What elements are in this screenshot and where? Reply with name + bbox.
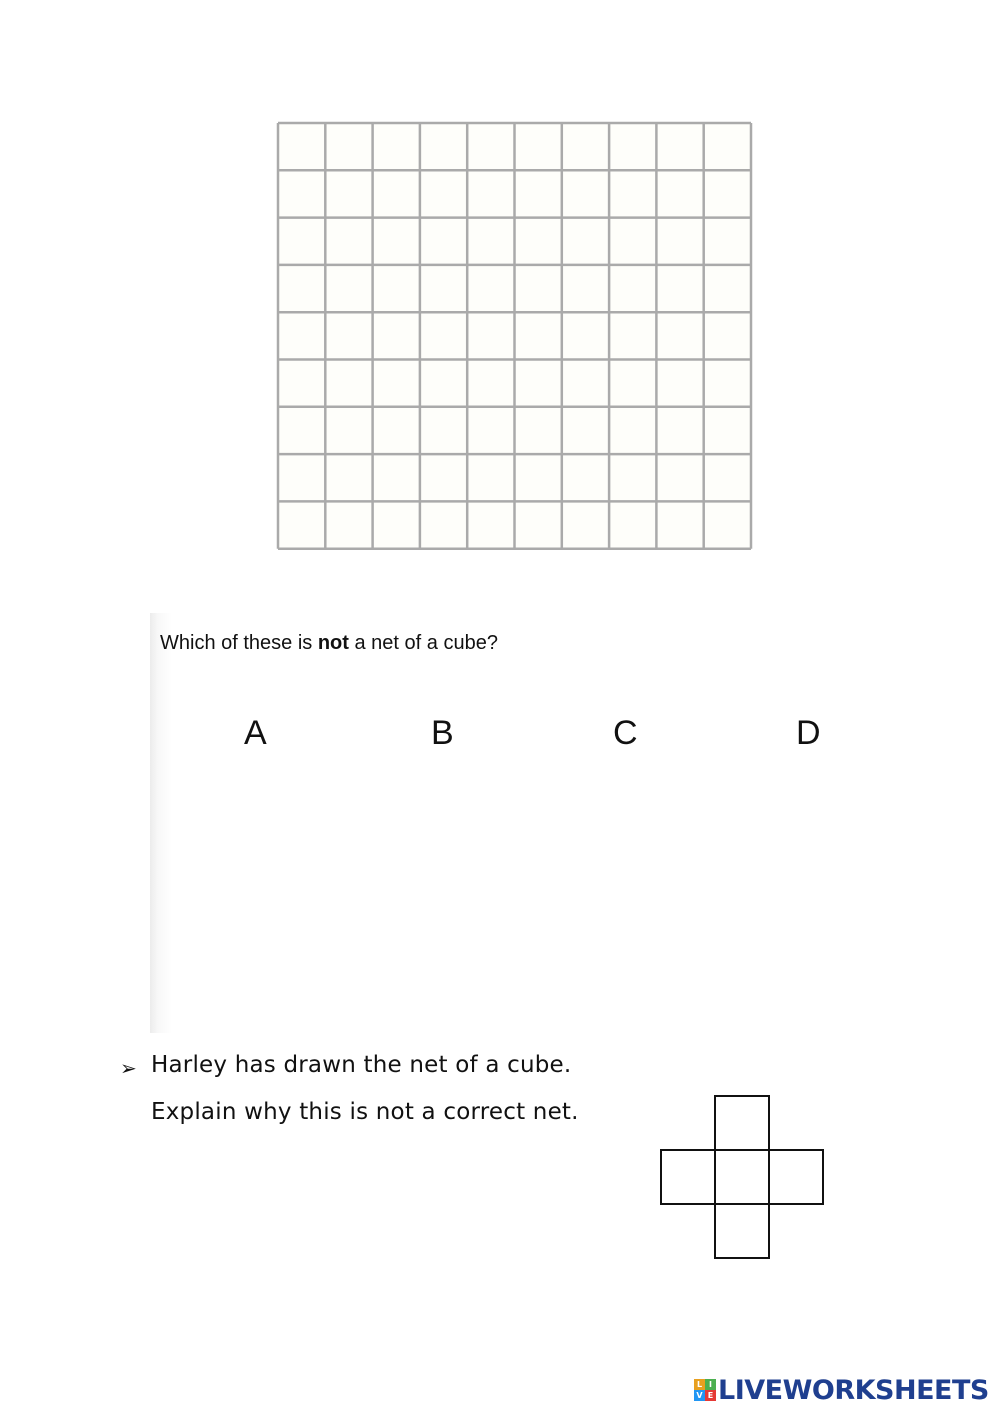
option-label-d: D — [796, 714, 821, 752]
liveworksheets-logo — [694, 1372, 989, 1408]
logo-icon: L I V E — [694, 1379, 716, 1401]
question-panel — [150, 613, 910, 1033]
harley-statement: Harley has drawn the net of a cube. — [151, 1052, 572, 1078]
net-square — [715, 1204, 769, 1258]
question-title: Which of these is not a net of a cube? — [160, 632, 498, 654]
net-square — [715, 1096, 769, 1150]
net-square — [769, 1150, 823, 1204]
harley-net — [661, 1096, 823, 1258]
option-label-c: C — [613, 714, 638, 752]
option-label-a: A — [244, 714, 267, 752]
question-emphasis: not — [317, 632, 349, 654]
logo-text: LIVEWORKSHEETS — [718, 1374, 989, 1406]
arrow-bullet-icon: ➢ — [120, 1056, 137, 1080]
net-square — [661, 1150, 715, 1204]
option-label-b: B — [431, 714, 454, 752]
drawing-grid[interactable] — [278, 123, 751, 549]
explain-prompt: Explain why this is not a correct net. — [151, 1099, 579, 1125]
net-square — [715, 1150, 769, 1204]
